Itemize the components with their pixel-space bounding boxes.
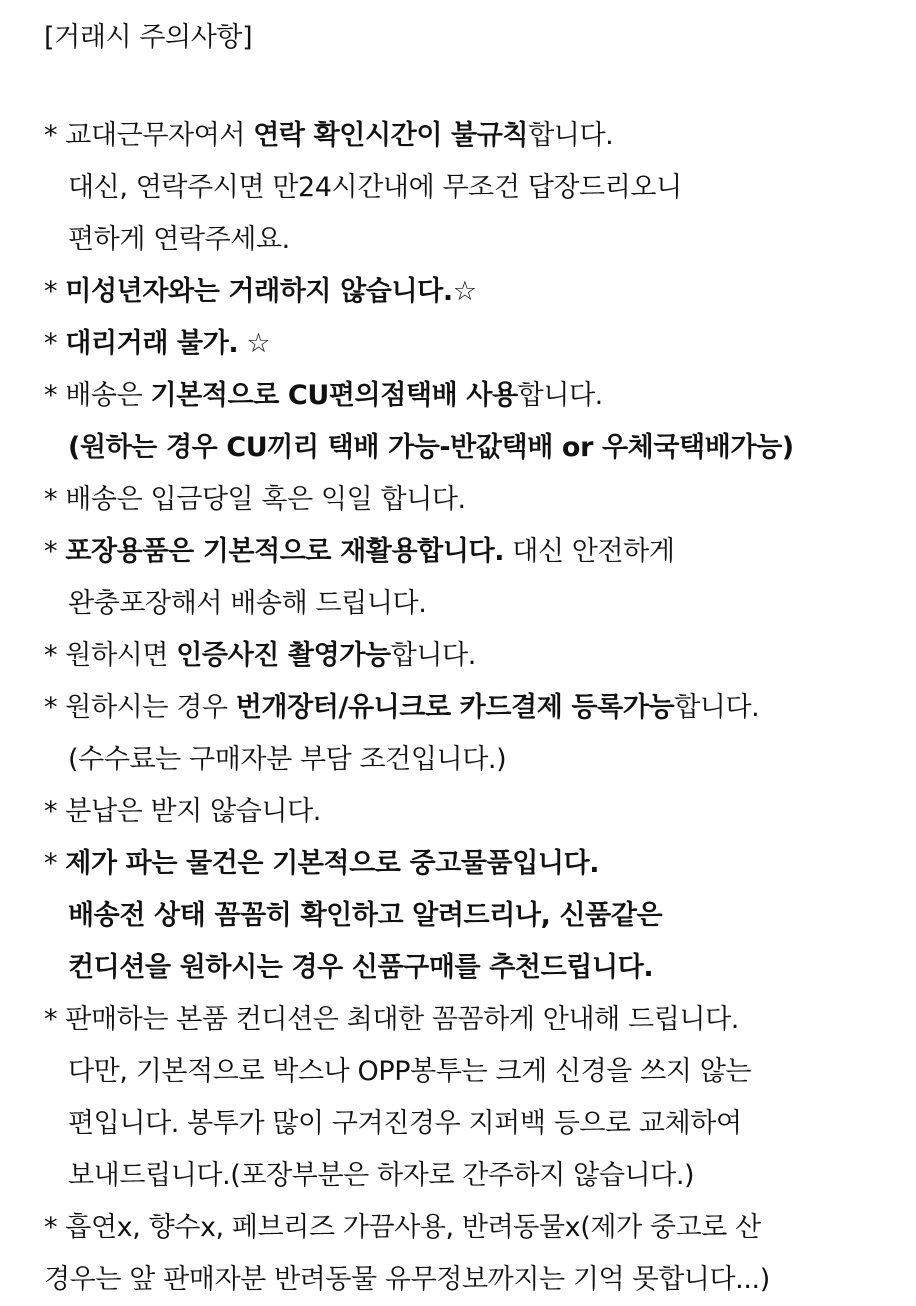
text-run: * bbox=[44, 276, 66, 307]
text-run: * 분납은 받지 않습니다. bbox=[44, 796, 321, 827]
bold-text-run: 제가 파는 물건은 기본적으로 중고물품입니다. bbox=[65, 848, 600, 879]
bold-text-run: 미성년자와는 거래하지 않습니다. bbox=[65, 276, 453, 307]
notice-line bbox=[44, 734, 896, 786]
text-run: 대신, 연락주시면 만24시간내에 무조건 답장드리오니 bbox=[68, 172, 682, 203]
text-run: * 배송은 bbox=[44, 380, 151, 411]
text-run: * bbox=[44, 328, 66, 359]
text-run: 합니다. bbox=[674, 692, 760, 723]
notice-line bbox=[44, 578, 896, 630]
bold-text-run: 번개장터/유니크로 카드결제 등록가능 bbox=[235, 692, 675, 723]
text-run: * 원하시면 bbox=[44, 640, 177, 671]
notice-line bbox=[44, 994, 896, 1046]
text-run: ☆ bbox=[238, 328, 271, 359]
notice-line bbox=[44, 1254, 896, 1306]
notice-line bbox=[44, 110, 896, 162]
text-run: 편입니다. 봉투가 많이 구겨진경우 지퍼백 등으로 교체하여 bbox=[68, 1108, 742, 1139]
bold-text-run: 포장용품은 기본적으로 재활용합니다. bbox=[65, 536, 505, 567]
notice-line bbox=[44, 838, 896, 890]
text-run: * bbox=[44, 536, 66, 567]
notice-line bbox=[44, 890, 896, 942]
text-run: 합니다. bbox=[390, 640, 476, 671]
notice-line bbox=[44, 1046, 896, 1098]
text-run: 완충포장해서 배송해 드립니다. bbox=[68, 588, 427, 619]
text-run: 경우는 앞 판매자분 반려동물 유무정보까지는 기억 못합니다...) bbox=[44, 1264, 770, 1295]
notice-line bbox=[44, 162, 896, 214]
text-run: * bbox=[44, 848, 66, 879]
notice-line bbox=[44, 214, 896, 266]
bold-text-run: 배송전 상태 꼼꼼히 확인하고 알려드리나, 신품같은 bbox=[68, 900, 663, 931]
text-run: * 판매하는 본품 컨디션은 최대한 꼼꼼하게 안내해 드립니다. bbox=[44, 1004, 739, 1035]
bold-text-run: 연락 확인시간이 불규칙 bbox=[253, 120, 529, 151]
text-run: * 교대근무자여서 bbox=[44, 120, 254, 151]
text-run: 보내드립니다.(포장부분은 하자로 간주하지 않습니다.) bbox=[68, 1160, 695, 1191]
blank-spacer bbox=[44, 60, 896, 110]
bold-text-run: 대리거래 불가. bbox=[65, 328, 239, 359]
notice-line bbox=[44, 786, 896, 838]
notice-line bbox=[44, 422, 896, 474]
page-title: [거래시 주의사항] bbox=[44, 22, 253, 53]
bold-text-run: 기본적으로 CU편의점택배 사용 bbox=[150, 380, 518, 411]
notice-line bbox=[44, 370, 896, 422]
bold-text-run: (원하는 경우 CU끼리 택배 가능-반값택배 or 우체국택배가능) bbox=[68, 432, 794, 463]
notice-line bbox=[44, 1098, 896, 1150]
notice-line bbox=[44, 474, 896, 526]
notice-line bbox=[44, 682, 896, 734]
notice-line bbox=[44, 1150, 896, 1202]
notice-line bbox=[44, 266, 896, 318]
bold-text-run: 컨디션을 원하시는 경우 신품구매를 추천드립니다. bbox=[68, 952, 654, 983]
notice-line bbox=[44, 318, 896, 370]
text-run: * 원하시는 경우 bbox=[44, 692, 236, 723]
text-run: 편하게 연락주세요. bbox=[68, 224, 290, 255]
notice-line bbox=[44, 942, 896, 994]
notice-line bbox=[44, 526, 896, 578]
text-run: (수수료는 구매자분 부담 조건입니다.) bbox=[68, 744, 507, 775]
text-run: 대신 안전하게 bbox=[504, 536, 675, 567]
text-run: 합니다. bbox=[517, 380, 603, 411]
text-run: 다만, 기본적으로 박스나 OPP봉투는 크게 신경을 쓰지 않는 bbox=[68, 1056, 752, 1087]
text-run: * 배송은 입금당일 혹은 익일 합니다. bbox=[44, 484, 466, 515]
text-run: ☆ bbox=[452, 276, 477, 307]
notice-line bbox=[44, 1202, 896, 1254]
notice-line bbox=[44, 630, 896, 682]
bold-text-run: 인증사진 촬영가능 bbox=[176, 640, 391, 671]
text-run: * 흡연x, 향수x, 페브리즈 가끔사용, 반려동물x(제가 중고로 산 bbox=[44, 1212, 761, 1243]
text-run: 합니다. bbox=[528, 120, 614, 151]
